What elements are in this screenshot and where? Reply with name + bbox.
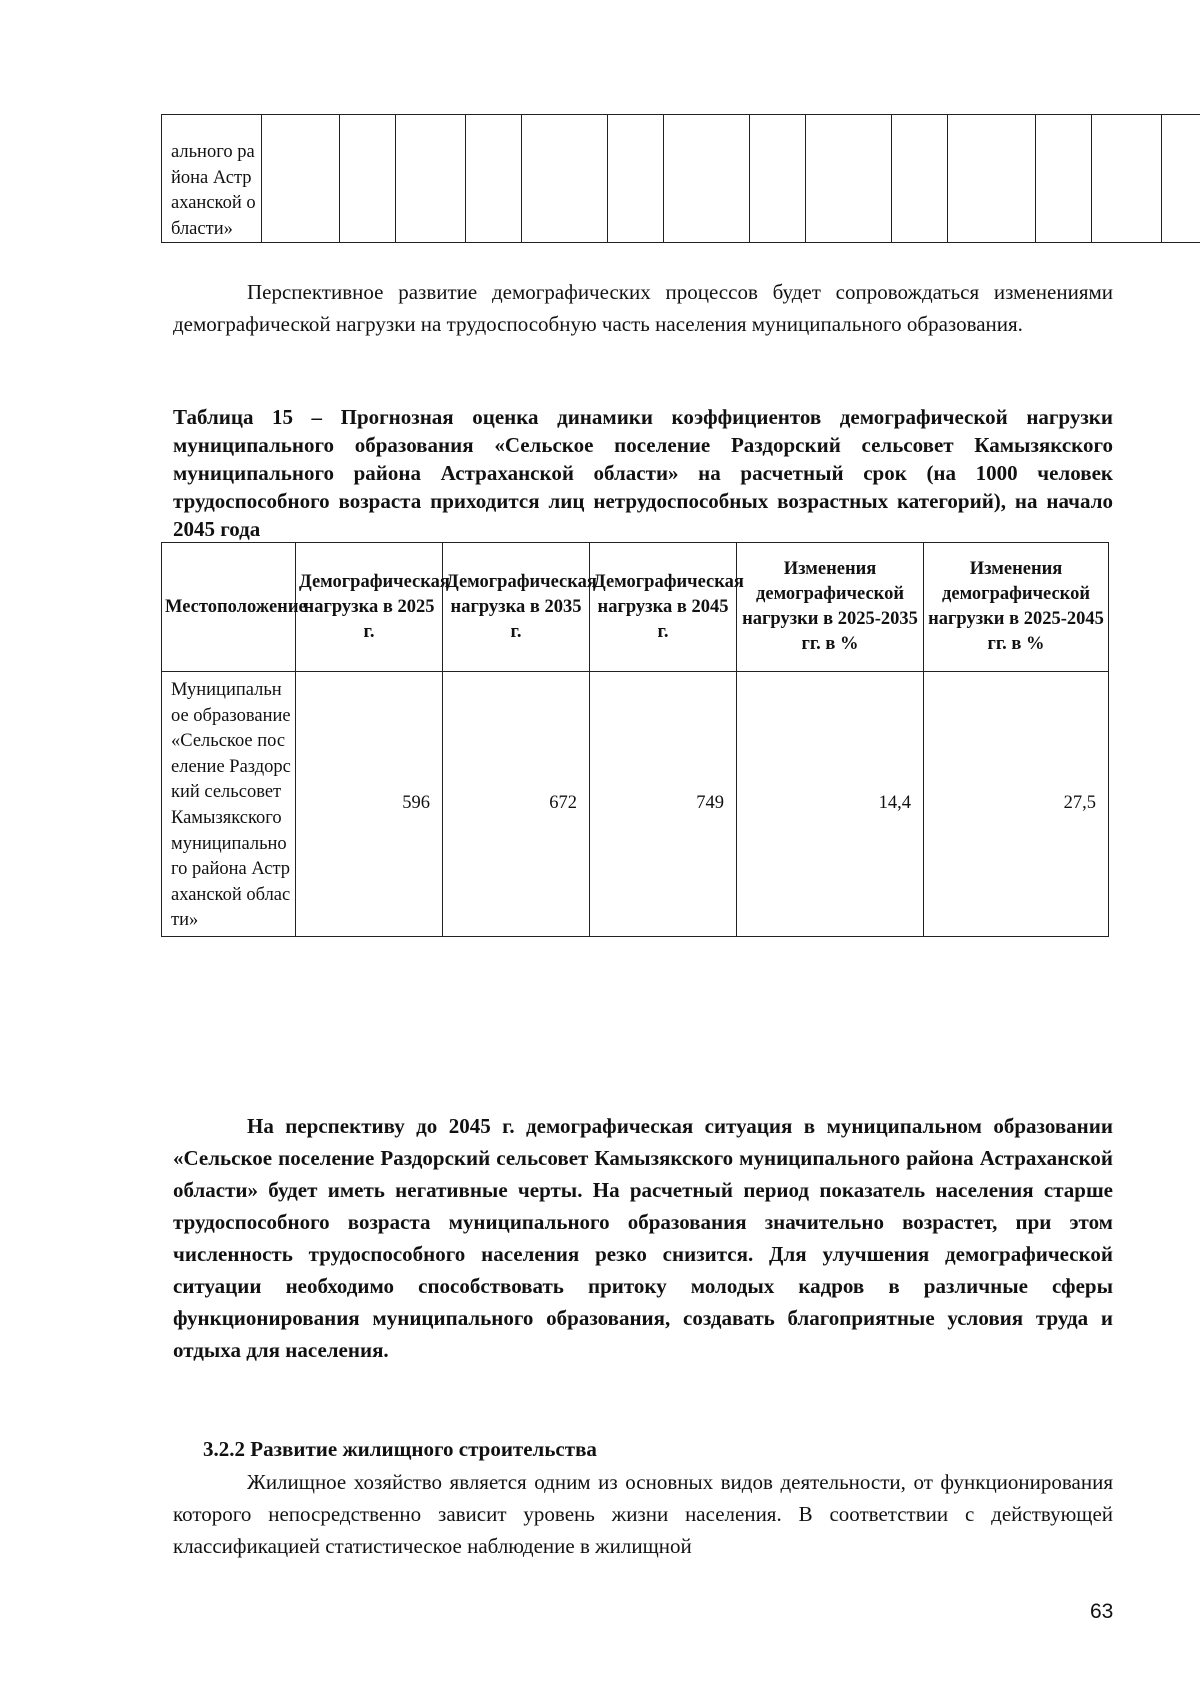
location-cell: Муниципальное образование «Сельское поселение Раздорский сельсовет Камызякского муниципального района Астраханской области» xyxy=(162,672,296,937)
empty-cell xyxy=(806,115,892,243)
demographic-load-table xyxy=(161,542,1109,937)
paragraph: Перспективное развитие демографических процессов будет сопровождаться изменениями демографической нагрузки на трудоспособную часть населения муниципального образования. xyxy=(173,280,1113,336)
empty-cell xyxy=(262,115,340,243)
table-row xyxy=(162,115,1200,243)
value-cell: 596 xyxy=(296,672,443,937)
empty-cell xyxy=(1092,115,1162,243)
value-cell: 14,4 xyxy=(737,672,924,937)
column-header: Изменения демографической нагрузки в 2025-2045 гг. в % xyxy=(924,543,1109,672)
table-header-row xyxy=(162,543,1109,672)
table-caption: Таблица 15 – Прогнозная оценка динамики коэффициентов демографической нагрузки муниципального образования «Сельское поселение Раздорский сельсовет Камызякского муниципального района Астраханской области» на расчетный срок (на 1000 человек трудоспособного возраста приходится лиц нетрудоспособных возрастных категорий), на начало 2045 года xyxy=(173,405,1113,541)
empty-cell xyxy=(664,115,750,243)
empty-cell xyxy=(1162,115,1200,243)
empty-cell xyxy=(340,115,396,243)
location-cell: ального района Астраханской области» xyxy=(162,115,262,243)
empty-cell xyxy=(892,115,948,243)
page-number: 63 xyxy=(1090,1600,1114,1623)
section-heading: 3.2.2 Развитие жилищного строительства xyxy=(203,1437,597,1461)
value-cell: 27,5 xyxy=(924,672,1109,937)
column-header: Местоположение xyxy=(162,543,296,672)
empty-cell xyxy=(1036,115,1092,243)
empty-cell xyxy=(948,115,1036,243)
column-header: Демографическая нагрузка в 2025 г. xyxy=(296,543,443,672)
empty-cell xyxy=(522,115,608,243)
empty-cell xyxy=(466,115,522,243)
column-header: Демографическая нагрузка в 2045 г. xyxy=(590,543,737,672)
empty-cell xyxy=(608,115,664,243)
table-row xyxy=(162,672,1109,937)
paragraph: Жилищное хозяйство является одним из основных видов деятельности, от функционирования которого непосредственно зависит уровень жизни населения. В соответствии с действующей классификацией статистическое наблюдение в жилищной xyxy=(173,1470,1113,1558)
column-header: Изменения демографической нагрузки в 2025-2035 гг. в % xyxy=(737,543,924,672)
value-cell: 672 xyxy=(443,672,590,937)
value-cell: 749 xyxy=(590,672,737,937)
empty-cell xyxy=(750,115,806,243)
conclusion-paragraph: На перспективу до 2045 г. демографическая ситуация в муниципальном образовании «Сельское поселение Раздорский сельсовет Камызякского муниципального района Астраханской области» будет иметь негативные черты. На расчетный период показатель населения старше трудоспособного возраста муниципального образования значительно возрастет, при этом численность трудоспособного населения резко снизится. Для улучшения демографической ситуации необходимо способствовать притоку молодых кадров в различные сферы функционирования муниципального образования, создавать благоприятные условия труда и отдыха для населения. xyxy=(173,1114,1113,1362)
previous-table-fragment xyxy=(161,114,1200,243)
empty-cell xyxy=(396,115,466,243)
column-header: Демографическая нагрузка в 2035 г. xyxy=(443,543,590,672)
